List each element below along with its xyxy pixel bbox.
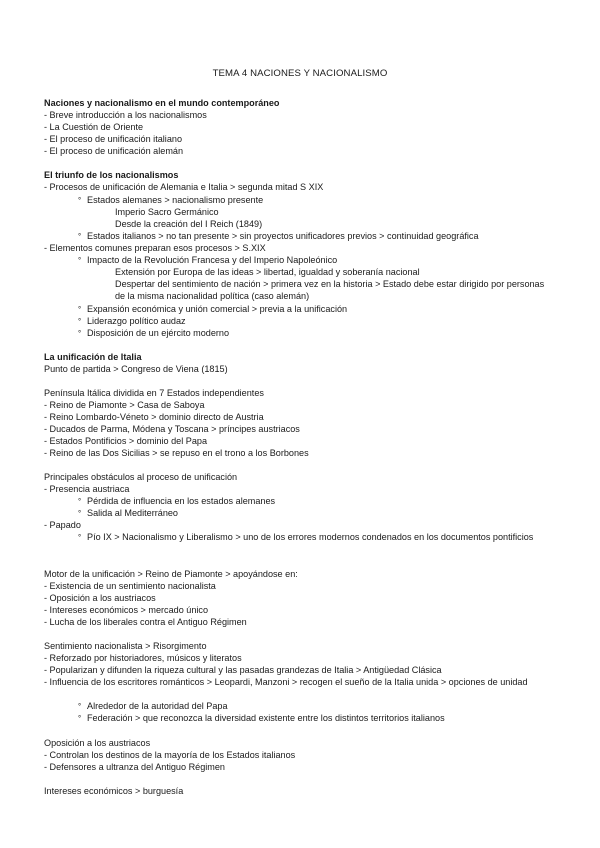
paragraph-heading: Intereses económicos > burguesía xyxy=(44,786,184,796)
list-item: - El proceso de unificación italiano xyxy=(44,134,183,144)
list-item: ° Alrededor de la autoridad del Papa xyxy=(78,701,228,712)
section-heading: El triunfo de los nacionalismos xyxy=(44,170,179,180)
list-item: - El proceso de unificación alemán xyxy=(44,146,184,156)
list-item: - Reino de las Dos Sicilias > se repuso en el trono a los Borbones xyxy=(44,448,309,458)
list-item: - Existencia de un sentimiento nacionalista xyxy=(44,581,216,591)
paragraph-heading: Sentimiento nacionalista > Risorgimento xyxy=(44,641,207,651)
document-title: TEMA 4 NACIONES Y NACIONALISMO xyxy=(212,68,388,79)
list-item: ° Pérdida de influencia en los estados alemanes xyxy=(78,496,275,507)
list-item: - Estados Pontificios > dominio del Papa xyxy=(44,436,208,446)
list-item: - Procesos de unificación de Alemania e Italia > segunda mitad S XIX xyxy=(44,182,324,192)
list-item: ° Expansión económica y unión comercial > previa a la unificación xyxy=(78,304,347,315)
list-item: - Breve introducción a los nacionalismos xyxy=(44,110,207,120)
list-item: - La Cuestión de Oriente xyxy=(44,122,144,132)
list-item: - Popularizan y difunden la riqueza cultural y las pasadas grandezas de Italia > Antigüedad Clásica xyxy=(44,665,442,675)
list-item: - Influencia de los escritores románticos > Leopardi, Manzoni > recogen el sueño de la Italia unida > opciones de unidad xyxy=(44,677,528,687)
list-item: - Reino de Piamonte > Casa de Saboya xyxy=(44,400,205,410)
list-item: - Reforzado por historiadores, músicos y literatos xyxy=(44,653,242,663)
list-item: Despertar del sentimiento de nación > primera vez en la historia > Estado debe estar dirigido por personas de la misma nacionalidad política (caso alemán) xyxy=(115,279,545,302)
list-item: Extensión por Europa de las ideas > libertad, igualdad y soberanía nacional xyxy=(115,267,420,277)
list-item: ° Impacto de la Revolución Francesa y del Imperio Napoleónico xyxy=(78,255,337,266)
list-item: ° Liderazgo político audaz xyxy=(78,316,186,327)
list-item: - Oposición a los austriacos xyxy=(44,593,156,603)
list-item: - Ducados de Parma, Módena y Toscana > príncipes austriacos xyxy=(44,424,300,434)
list-item: - Presencia austriaca xyxy=(44,484,130,494)
list-item: - Elementos comunes preparan esos procesos > S.XIX xyxy=(44,243,266,253)
list-item: ° Pío IX > Nacionalismo y Liberalismo > uno de los errores modernos condenados en los documentos pontificios xyxy=(78,531,548,544)
list-item: ° Federación > que reconozca la diversidad existente entre los distintos territorios italianos xyxy=(78,713,445,724)
list-item: - Papado xyxy=(44,520,81,530)
list-item: ° Salida al Mediterráneo xyxy=(78,508,178,519)
list-item: - Controlan los destinos de la mayoría de los Estados italianos xyxy=(44,750,296,760)
list-item: - Defensores a ultranza del Antiguo Régimen xyxy=(44,762,225,772)
list-item: ° Estados alemanes > nacionalismo presente xyxy=(78,195,263,206)
paragraph-heading: Península Itálica dividida en 7 Estados independientes xyxy=(44,388,264,398)
paragraph-heading: Oposición a los austriacos xyxy=(44,738,151,748)
section-heading: Naciones y nacionalismo en el mundo contemporáneo xyxy=(44,98,280,108)
list-item: Punto de partida > Congreso de Viena (1815) xyxy=(44,364,228,374)
list-item: - Reino Lombardo-Véneto > dominio directo de Austria xyxy=(44,412,264,422)
list-item: - Lucha de los liberales contra el Antiguo Régimen xyxy=(44,617,247,627)
list-item: - Intereses económicos > mercado único xyxy=(44,605,209,615)
list-item: ° Estados italianos > no tan presente > sin proyectos unificadores previos > continuidad geográfica xyxy=(78,231,479,242)
list-item: Desde la creación del I Reich (1849) xyxy=(115,219,263,229)
paragraph-heading: Principales obstáculos al proceso de unificación xyxy=(44,472,238,482)
paragraph-heading: Motor de la unificación > Reino de Piamonte > apoyándose en: xyxy=(44,569,298,579)
list-item: ° Disposición de un ejército moderno xyxy=(78,328,229,339)
section-heading: La unificación de Italia xyxy=(44,352,142,362)
list-item: Imperio Sacro Germánico xyxy=(115,207,219,217)
